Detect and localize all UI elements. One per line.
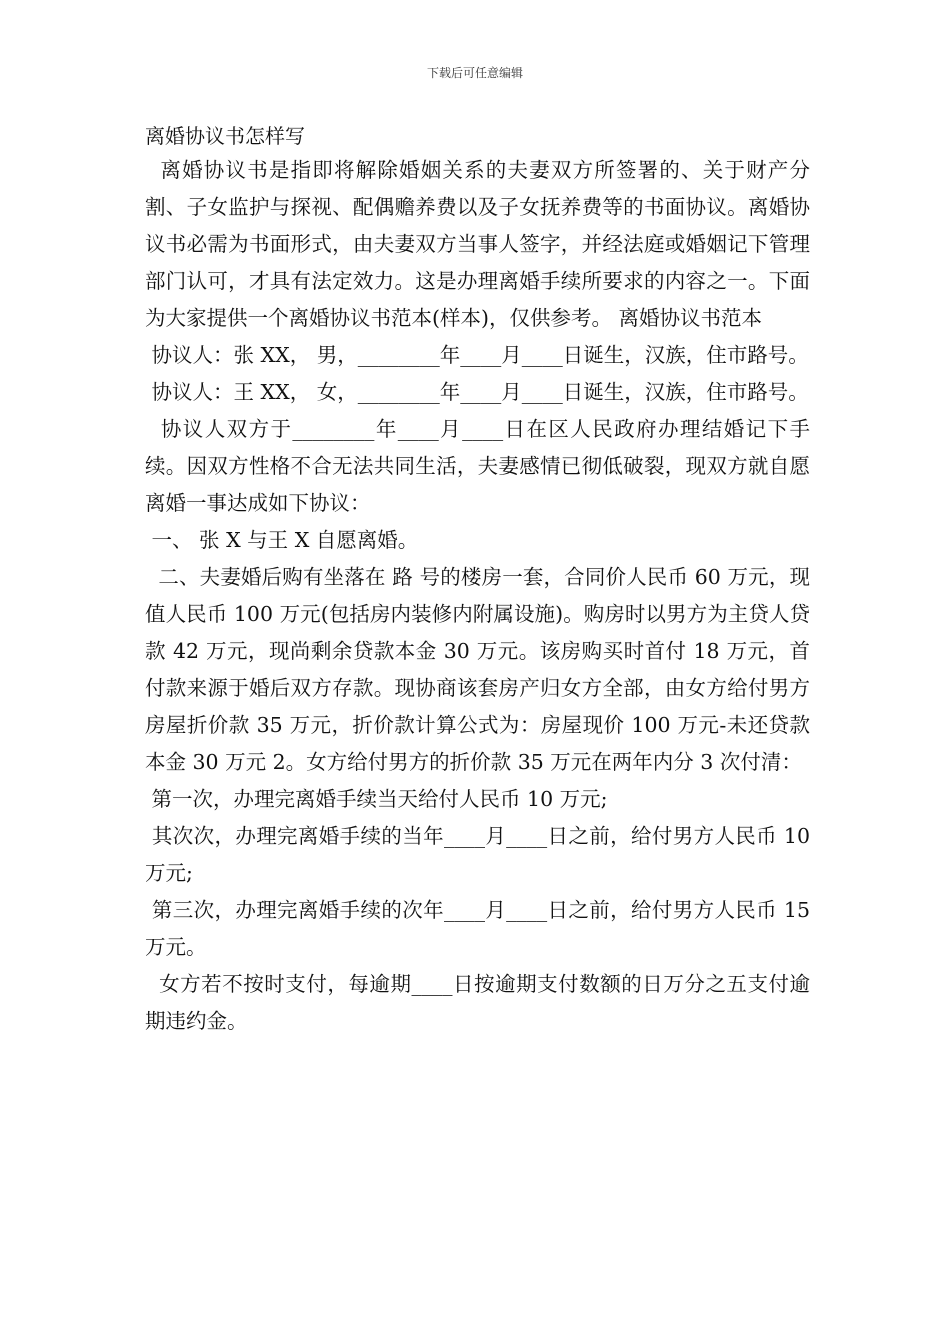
payment-first: 第一次，办理完离婚手续当天给付人民币 10 万元;: [145, 787, 608, 811]
clause-two: 二、夫妻婚后购有坐落在 路 号的楼房一套，合同价人民币 60 万元，现值人民币 100 万元(包括房内装修内附属设施)。购房时以男方为主贷人贷款 42 万元，现尚剩余贷款本金 30 万元。该房购买时首付 18 万元，首付款来源于婚后双方存款。现协商该套房产归女方全部，由女方给付男方房屋折价款 35 万元，折价款计算公式为：房屋现价 100 万元-未还贷款本金 30 万元 2。女方给付男方的折价款 35 万元在两年内分 3 次付清：: [145, 565, 810, 774]
late-payment-penalty: 女方若不按时支付，每逾期____日按逾期支付数额的日万分之五支付逾期违约金。: [145, 972, 810, 1033]
paragraph-marriage: 协议人双方于________年____月____日在区人民政府办理结婚记下手续。因双方性格不合无法共同生活，夫妻感情已彻低破裂，现双方就自愿离婚一事达成如下协议：: [145, 417, 810, 515]
paragraph-party-a: 协议人：张 XX， 男，________年____月____日诞生，汉族，住市路号。: [145, 343, 809, 367]
document-title: 离婚协议书怎样写: [145, 124, 305, 148]
document-body: [145, 120, 817, 1040]
clause-one: 一、 张 X 与王 X 自愿离婚。: [145, 528, 419, 552]
payment-third: 第三次，办理完离婚手续的次年____月____日之前，给付男方人民币 15 万元。: [145, 898, 817, 959]
page-header: 下载后可任意编辑: [426, 66, 523, 80]
paragraph-intro: 离婚协议书是指即将解除婚姻关系的夫妻双方所签署的、关于财产分割、子女监护与探视、配偶赡养费以及子女抚养费等的书面协议。离婚协议书必需为书面形式，由夫妻双方当事人签字，并经法庭或婚姻记下管理部门认可，才具有法定效力。这是办理离婚手续所要求的内容之一。下面为大家提供一个离婚协议书范本(样本)，仅供参考。 离婚协议书范本: [145, 158, 810, 330]
paragraph-party-b: 协议人：王 XX， 女，________年____月____日诞生，汉族，住市路号。: [145, 380, 809, 404]
payment-second: 其次次，办理完离婚手续的当年____月____日之前，给付男方人民币 10 万元;: [145, 824, 817, 885]
